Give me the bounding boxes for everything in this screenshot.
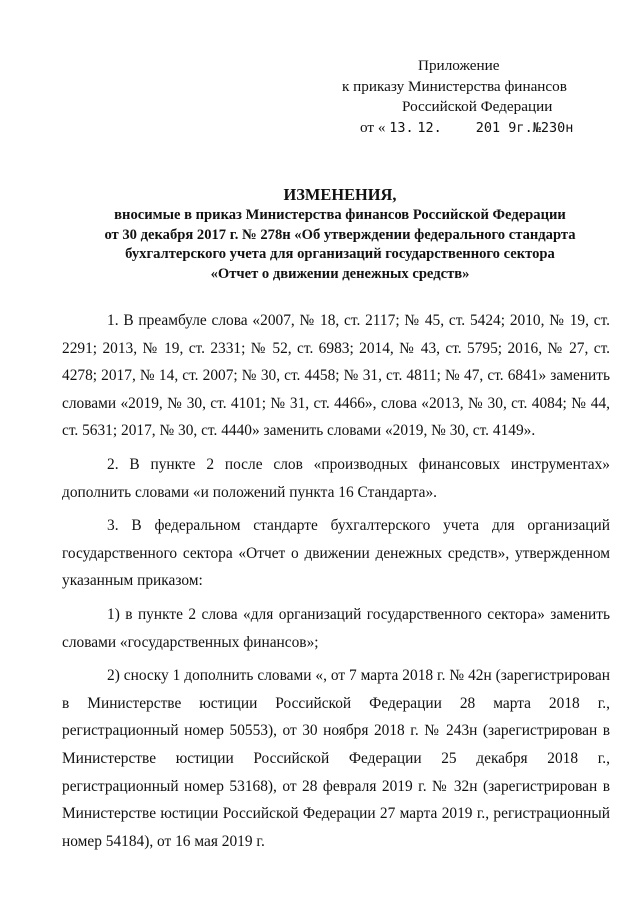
date-day: 13.	[389, 119, 414, 136]
appendix-line-2: к приказу Министерства финансов	[342, 77, 567, 95]
appendix-line-1: Приложение	[418, 57, 500, 74]
document-title	[70, 184, 610, 284]
appendix-date-line	[330, 118, 620, 139]
paragraph-3-2: 2) сноску 1 дополнить словами «, от 7 марта 2018 г. № 42н (зарегистрирован в Министерстве юстиции Российской Федерации 28 марта 2018 г., регистрационный номер 50553), от 30 ноября 2018 г. № 243н (зарегистрирован в Министерстве юстиции Российской Федерации 25 декабря 2018 г., регистрационный номер 53168), от 28 февраля 2019 г. № 32н (зарегистрирован в Министерстве юстиции Российской Федерации 27 марта 2019 г., регистрационный номер 54184), от 16 мая 2019 г.	[62, 667, 610, 850]
date-year: 201 9г.	[475, 119, 533, 136]
paragraph-3-1: 1) в пункте 2 слова «для организаций государственного сектора» заменить словами «государственных финансов»;	[62, 605, 610, 651]
appendix-header	[330, 56, 620, 138]
title-line-4: «Отчет о движении денежных средств»	[210, 265, 470, 282]
paragraph-2: 2. В пункте 2 после слов «производных финансовых инструментах» дополнить словами «и положений пункта 16 Стандарта».	[62, 455, 610, 501]
document-body	[62, 307, 610, 861]
paragraph-3: 3. В федеральном стандарте бухгалтерского учета для организаций государственного сектора «Отчет о движении денежных средств», утвержденном указанным приказом:	[62, 517, 610, 590]
date-prefix: от «	[360, 118, 386, 136]
appendix-line-3: Российской Федерации	[402, 98, 553, 115]
title-line-3: бухгалтерского учета для организаций государственного сектора	[125, 246, 555, 262]
order-number: №230н	[532, 119, 574, 136]
title-line-1: вносимые в приказ Министерства финансов Российской Федерации	[114, 207, 566, 223]
title-line-2: от 30 декабря 2017 г. № 278н «Об утверждении федерального стандарта	[104, 226, 576, 243]
title-heading: ИЗМЕНЕНИЯ,	[283, 185, 397, 204]
paragraph-1: 1. В преамбуле слова «2007, № 18, ст. 2117; № 45, ст. 5424; 2010, № 19, ст. 2291; 2013, № 19, ст. 2331; № 52, ст. 6983; 2014, № 43, ст. 5795; 2016, № 27, ст. 4278; 2017, № 14, ст. 2007; № 30, ст. 4458; № 31, ст. 4811; № 47, ст. 6841» заменить словами «2019, № 30, ст. 4101; № 31, ст. 4466», слова «2013, № 30, ст. 4084; № 44, ст. 5631; 2017, № 30, ст. 4440» заменить словами «2019, № 30, ст. 4149».	[62, 312, 610, 440]
date-month: 12.	[417, 119, 442, 136]
